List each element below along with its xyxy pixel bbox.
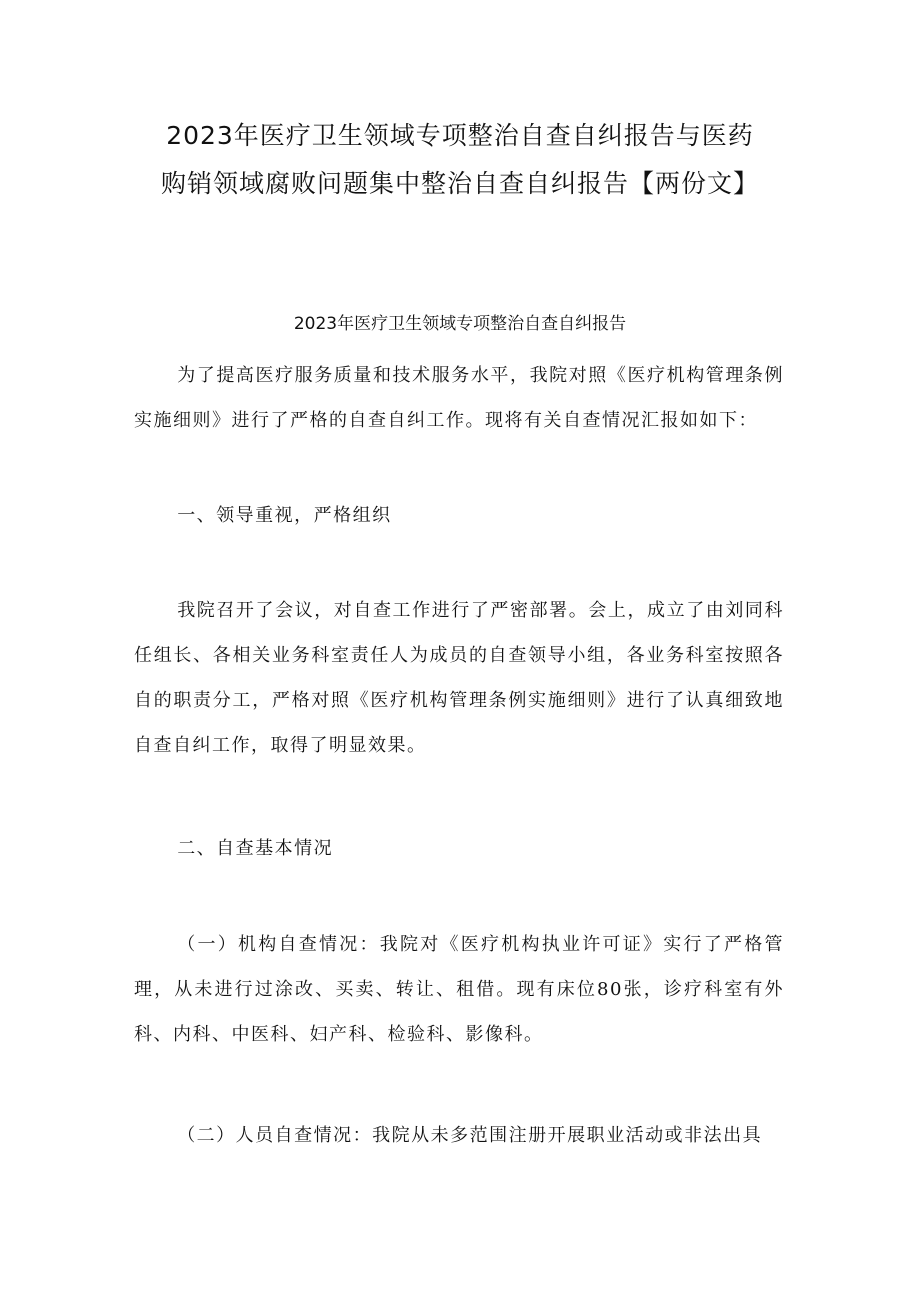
document-title (120, 112, 800, 208)
report-subtitle: 2023年医疗卫生领域专项整治自查自纠报告 (293, 314, 627, 334)
item-2-paragraph: （二）人员自查情况：我院从未多范围注册开展职业活动或非法出具 (177, 1125, 763, 1146)
document-title-line-2: 购销领域腐败问题集中整治自查自纠报告【两份文】 (160, 169, 759, 198)
section-2-heading: 二、自查基本情况 (177, 838, 334, 859)
item-1-paragraph: （一）机构自查情况：我院对《医疗机构执业许可证》实行了严格管理，从未进行过涂改、买卖、转让、租借。现有床位80张，诊疗科室有外科、内科、中医科、妇产科、检验科、影像科。 (134, 934, 784, 1045)
section-1-heading: 一、领导重视，严格组织 (177, 505, 392, 526)
intro-paragraph: 为了提高医疗服务质量和技术服务水平，我院对照《医疗机构管理条例实施细则》进行了严格的自查自纠工作。现将有关自查情况汇报如如下： (134, 365, 784, 431)
document-title-line-1: 2023年医疗卫生领域专项整治自查自纠报告与医药 (166, 121, 754, 150)
section-1-paragraph: 我院召开了会议，对自查工作进行了严密部署。会上，成立了由刘同科任组长、各相关业务科室责任人为成员的自查领导小组，各业务科室按照各自的职责分工，严格对照《医疗机构管理条例实施细则》进行了认真细致地自查自纠工作，取得了明显效果。 (134, 600, 784, 756)
